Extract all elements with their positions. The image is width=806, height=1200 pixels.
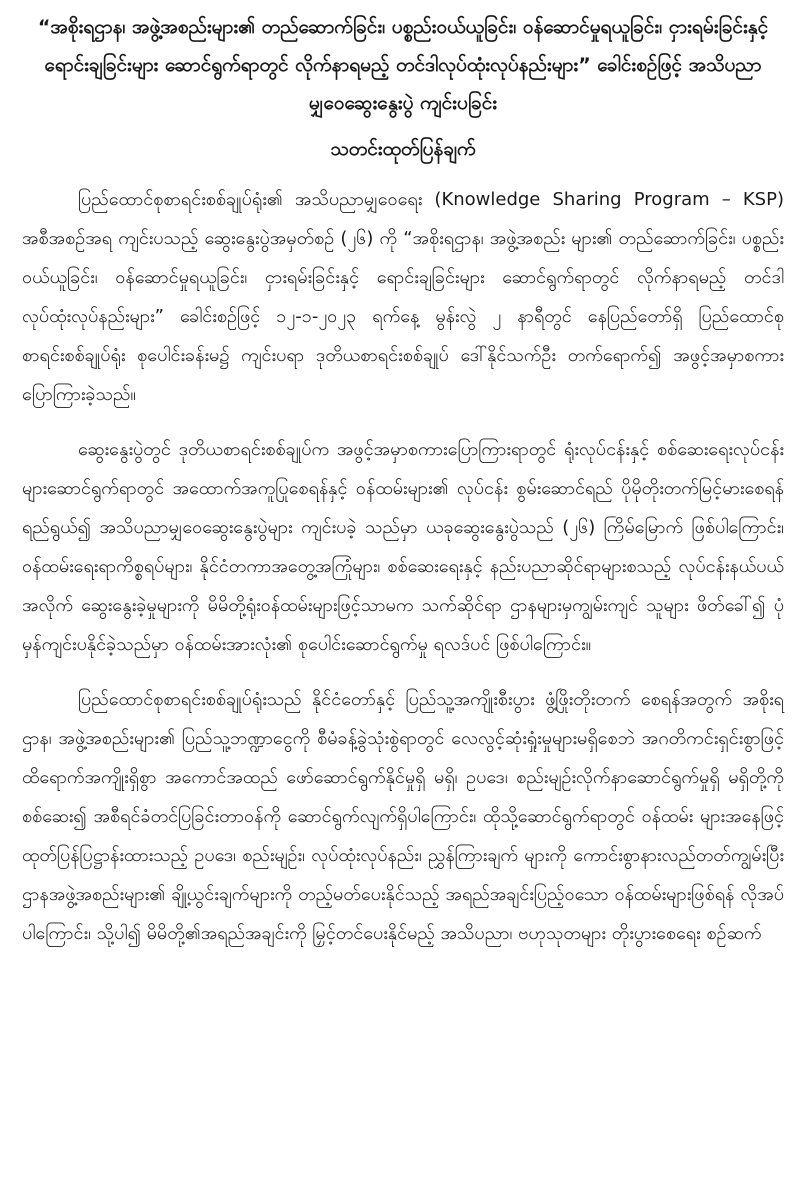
body-paragraph: ပြည်ထောင်စုစာရင်းစစ်ချုပ်ရုံးသည် နိုင်ငံတော်နှင့် ပြည်သူ့အကျိုးစီးပွား ဖွံ့ဖြိုးတိုးတက် စေရန်အတွက် အစိုးရဌာန၊ အဖွဲ့အစည်းများ၏ ပြည်သူ့ဘဏ္ဍာငွေကို စီမံခန့်ခွဲသုံးစွဲရာတွင် လေလွင့်ဆုံးရှုံးမှုများမရှိစေဘဲ အဂတိကင်းရှင်းစွာဖြင့် ထိရောက်အကျိုးရှိစွာ အကောင်အထည် ဖော်ဆောင်ရွက်နိုင်မှုရှိ မရှိ၊ ဥပဒေ၊ စည်းမျဉ်းလိုက်နာဆောင်ရွက်မှုရှိ မရှိတို့ကို စစ်ဆေး၍ အစီရင်ခံတင်ပြခြင်းတာဝန်ကို ဆောင်ရွက်လျက်ရှိပါကြောင်း၊ ထိုသို့ဆောင်ရွက်ရာတွင် ဝန်ထမ်း များအနေဖြင့် ထုတ်ပြန်ပြဋ္ဌာန်းထားသည့် ဥပဒေ၊ စည်းမျဉ်း၊ လုပ်ထုံးလုပ်နည်း၊ ညွှန်ကြားချက် များကို ကောင်းစွာနားလည်တတ်ကျွမ်းပြီး ဌာနအဖွဲ့အစည်းများ၏ ချို့ယွင်းချက်များကို တည့်မတ်ပေးနိုင်သည့် အရည်အချင်းပြည့်ဝသော ဝန်ထမ်းများဖြစ်ရန် လိုအပ်ပါကြောင်း၊ သို့ပါ၍ မိမိတို့၏အရည်အချင်းကို မြှင့်တင်ပေးနိုင်မည့် အသိပညာ၊ ဗဟုသုတများ တိုးပွားစေရေး စဉ်ဆက်: [22, 689, 784, 944]
body-paragraph: ပြည်ထောင်စုစာရင်းစစ်ချုပ်ရုံး၏ အသိပညာမျှဝေရေး (Knowledge Sharing Program – KSP) အစီအစဉ်အရ ကျင်းပသည့် ဆွေးနွေးပွဲအမှတ်စဉ် (၂၆) ကို “အစိုးရဌာန၊ အဖွဲ့အစည်း များ၏ တည်ဆောက်ခြင်း၊ ပစ္စည်းဝယ်ယူခြင်း၊ ဝန်ဆောင်မှုရယူခြင်း၊ ငှားရမ်းခြင်းနှင့် ရောင်းချခြင်းများ ဆောင်ရွက်ရာတွင် လိုက်နာရမည့် တင်ဒါလုပ်ထုံးလုပ်နည်းများ” ခေါင်းစဉ်ဖြင့် ၁၂-၁-၂၀၂၃ ရက်နေ့ မွန်းလွဲ ၂ နာရီတွင် နေပြည်တော်ရှိ ပြည်ထောင်စုစာရင်းစစ်ချုပ်ရုံး စုပေါင်းခန်းမ၌ ကျင်းပရာ ဒုတိယစာရင်းစစ်ချုပ် ဒေါ်နိုင်သက်ဦး တက်ရောက်၍ အဖွင့်အမှာစကား ပြောကြားခဲ့သည်။: [22, 189, 784, 405]
document-subtitle: သတင်းထုတ်ပြန်ချက်: [330, 138, 476, 160]
body-paragraph: ဆွေးနွေးပွဲတွင် ဒုတိယစာရင်းစစ်ချုပ်က အဖွင့်အမှာစကားပြောကြားရာတွင် ရုံးလုပ်ငန်းနှင့် စစ်ဆေးရေးလုပ်ငန်းများဆောင်ရွက်ရာတွင် အထောက်အကူပြုစေရန်နှင့် ဝန်ထမ်းများ၏ လုပ်ငန်း စွမ်းဆောင်ရည် ပိုမိုတိုးတက်မြင့်မားစေရန် ရည်ရွယ်၍ အသိပညာမျှဝေဆွေးနွေးပွဲများ ကျင်းပခဲ့ သည်မှာ ယခုဆွေးနွေးပွဲသည် (၂၆) ကြိမ်မြောက် ဖြစ်ပါကြောင်း၊ ဝန်ထမ်းရေးရာကိစ္စရပ်များ၊ နိုင်ငံတကာအတွေ့အကြုံများ၊ စစ်ဆေးရေးနှင့် နည်းပညာဆိုင်ရာများစသည့် လုပ်ငန်းနယ်ပယ် အလိုက် ဆွေးနွေးခဲ့မှုများကို မိမိတို့ရုံးဝန်ထမ်းများဖြင့်သာမက သက်ဆိုင်ရာ ဌာနများမှကျွမ်းကျင် သူများ ဖိတ်ခေါ်၍ ပုံမှန်ကျင်းပနိုင်ခဲ့သည်မှာ ဝန်ထမ်းအားလုံး၏ စုပေါင်းဆောင်ရွက်မှု ရလဒ်ပင် ဖြစ်ပါကြောင်း။: [22, 439, 784, 655]
document-title: “အစိုးရဌာန၊ အဖွဲ့အစည်းများ၏ တည်ဆောက်ခြင်း၊ ပစ္စည်းဝယ်ယူခြင်း၊ ဝန်ဆောင်မှုရယူခြင်း၊ ငှားရမ်းခြင်းနှင့် ရောင်းချခြင်းများ ဆောင်ရွက်ရာတွင် လိုက်နာရမည့် တင်ဒါလုပ်ထုံးလုပ်နည်းများ” ခေါင်းစဉ်ဖြင့် အသိပညာမျှဝေဆွေးနွေးပွဲ ကျင်းပခြင်း: [37, 16, 769, 114]
